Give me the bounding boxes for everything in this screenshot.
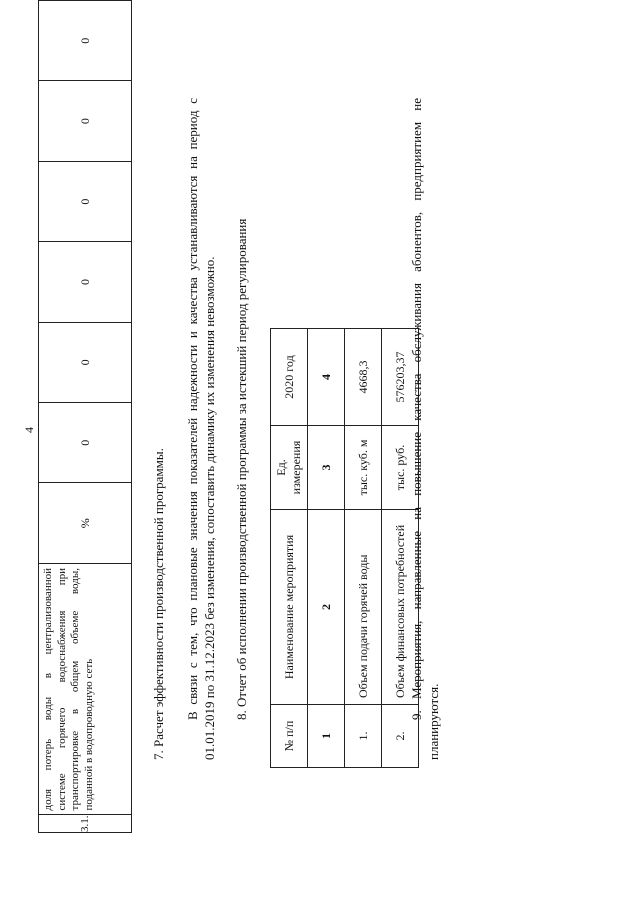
table-cell: тыс. руб. xyxy=(382,426,419,510)
column-number: 4 xyxy=(308,329,345,426)
indicator-name-line: доля потерь воды в централизованной xyxy=(42,568,54,811)
indicator-name-line: транспортировке в общем объеме воды, xyxy=(69,568,81,811)
paragraph-line: 01.01.2019 по 31.12.2023 без изменения, сопоставить динамику их изменения невозможно. xyxy=(202,256,217,760)
indicator-value: 0 xyxy=(39,322,132,402)
table-cell: 1. xyxy=(345,705,382,768)
paragraph-line: В связи с тем, что плановые значения показателей надежности и качества устанавливаются на период с xyxy=(185,98,200,720)
indicator-value: 0 xyxy=(39,403,132,483)
column-number-row xyxy=(308,329,345,768)
column-header: 2020 год xyxy=(271,329,308,426)
table-cell: Объем финансовых потребностей xyxy=(382,510,419,705)
page-number: 4 xyxy=(22,427,36,433)
indicator-value: 0 xyxy=(39,242,132,322)
indicator-name-line: поданной в водопроводную сеть xyxy=(82,658,95,811)
table-cell: 2. xyxy=(382,705,419,768)
indicator-unit: % xyxy=(39,483,132,564)
paragraph-line: 9. Мероприятия, направленные на повышение качества обслуживания абонентов, предприятием не xyxy=(409,98,424,720)
indicator-name xyxy=(39,564,132,815)
column-number: 2 xyxy=(308,510,345,705)
table-cell: 576203,37 xyxy=(382,329,419,426)
indicator-table xyxy=(38,0,132,833)
column-header: Ед. измерения xyxy=(271,426,308,510)
table-row xyxy=(345,329,382,768)
section-7-paragraph xyxy=(184,98,218,760)
indicator-value: 0 xyxy=(39,161,132,241)
table-cell: тыс. куб. м xyxy=(345,426,382,510)
section-8-heading: 8. Отчет об исполнении производственной программы за истекший период регулирования xyxy=(234,218,249,720)
column-number: 3 xyxy=(308,426,345,510)
section-7-heading: 7. Расчет эффективности производственной программы. xyxy=(151,448,166,760)
table-cell: 4668,3 xyxy=(345,329,382,426)
table-cell: Объем подачи горячей воды xyxy=(345,510,382,705)
column-header: Наименование мероприятия xyxy=(271,510,308,705)
section-9-paragraph xyxy=(408,98,442,760)
row-number: 3.1. xyxy=(39,815,132,833)
paragraph-line: планируются. xyxy=(426,683,441,760)
indicator-name-line: системе горячего водоснабжения при xyxy=(55,568,68,811)
table-row xyxy=(39,1,132,833)
table-header-row xyxy=(271,329,308,768)
column-number: 1 xyxy=(308,705,345,768)
column-header: № п/п xyxy=(271,705,308,768)
indicator-value: 0 xyxy=(39,81,132,161)
indicator-value: 0 xyxy=(39,1,132,81)
report-table xyxy=(270,328,419,768)
